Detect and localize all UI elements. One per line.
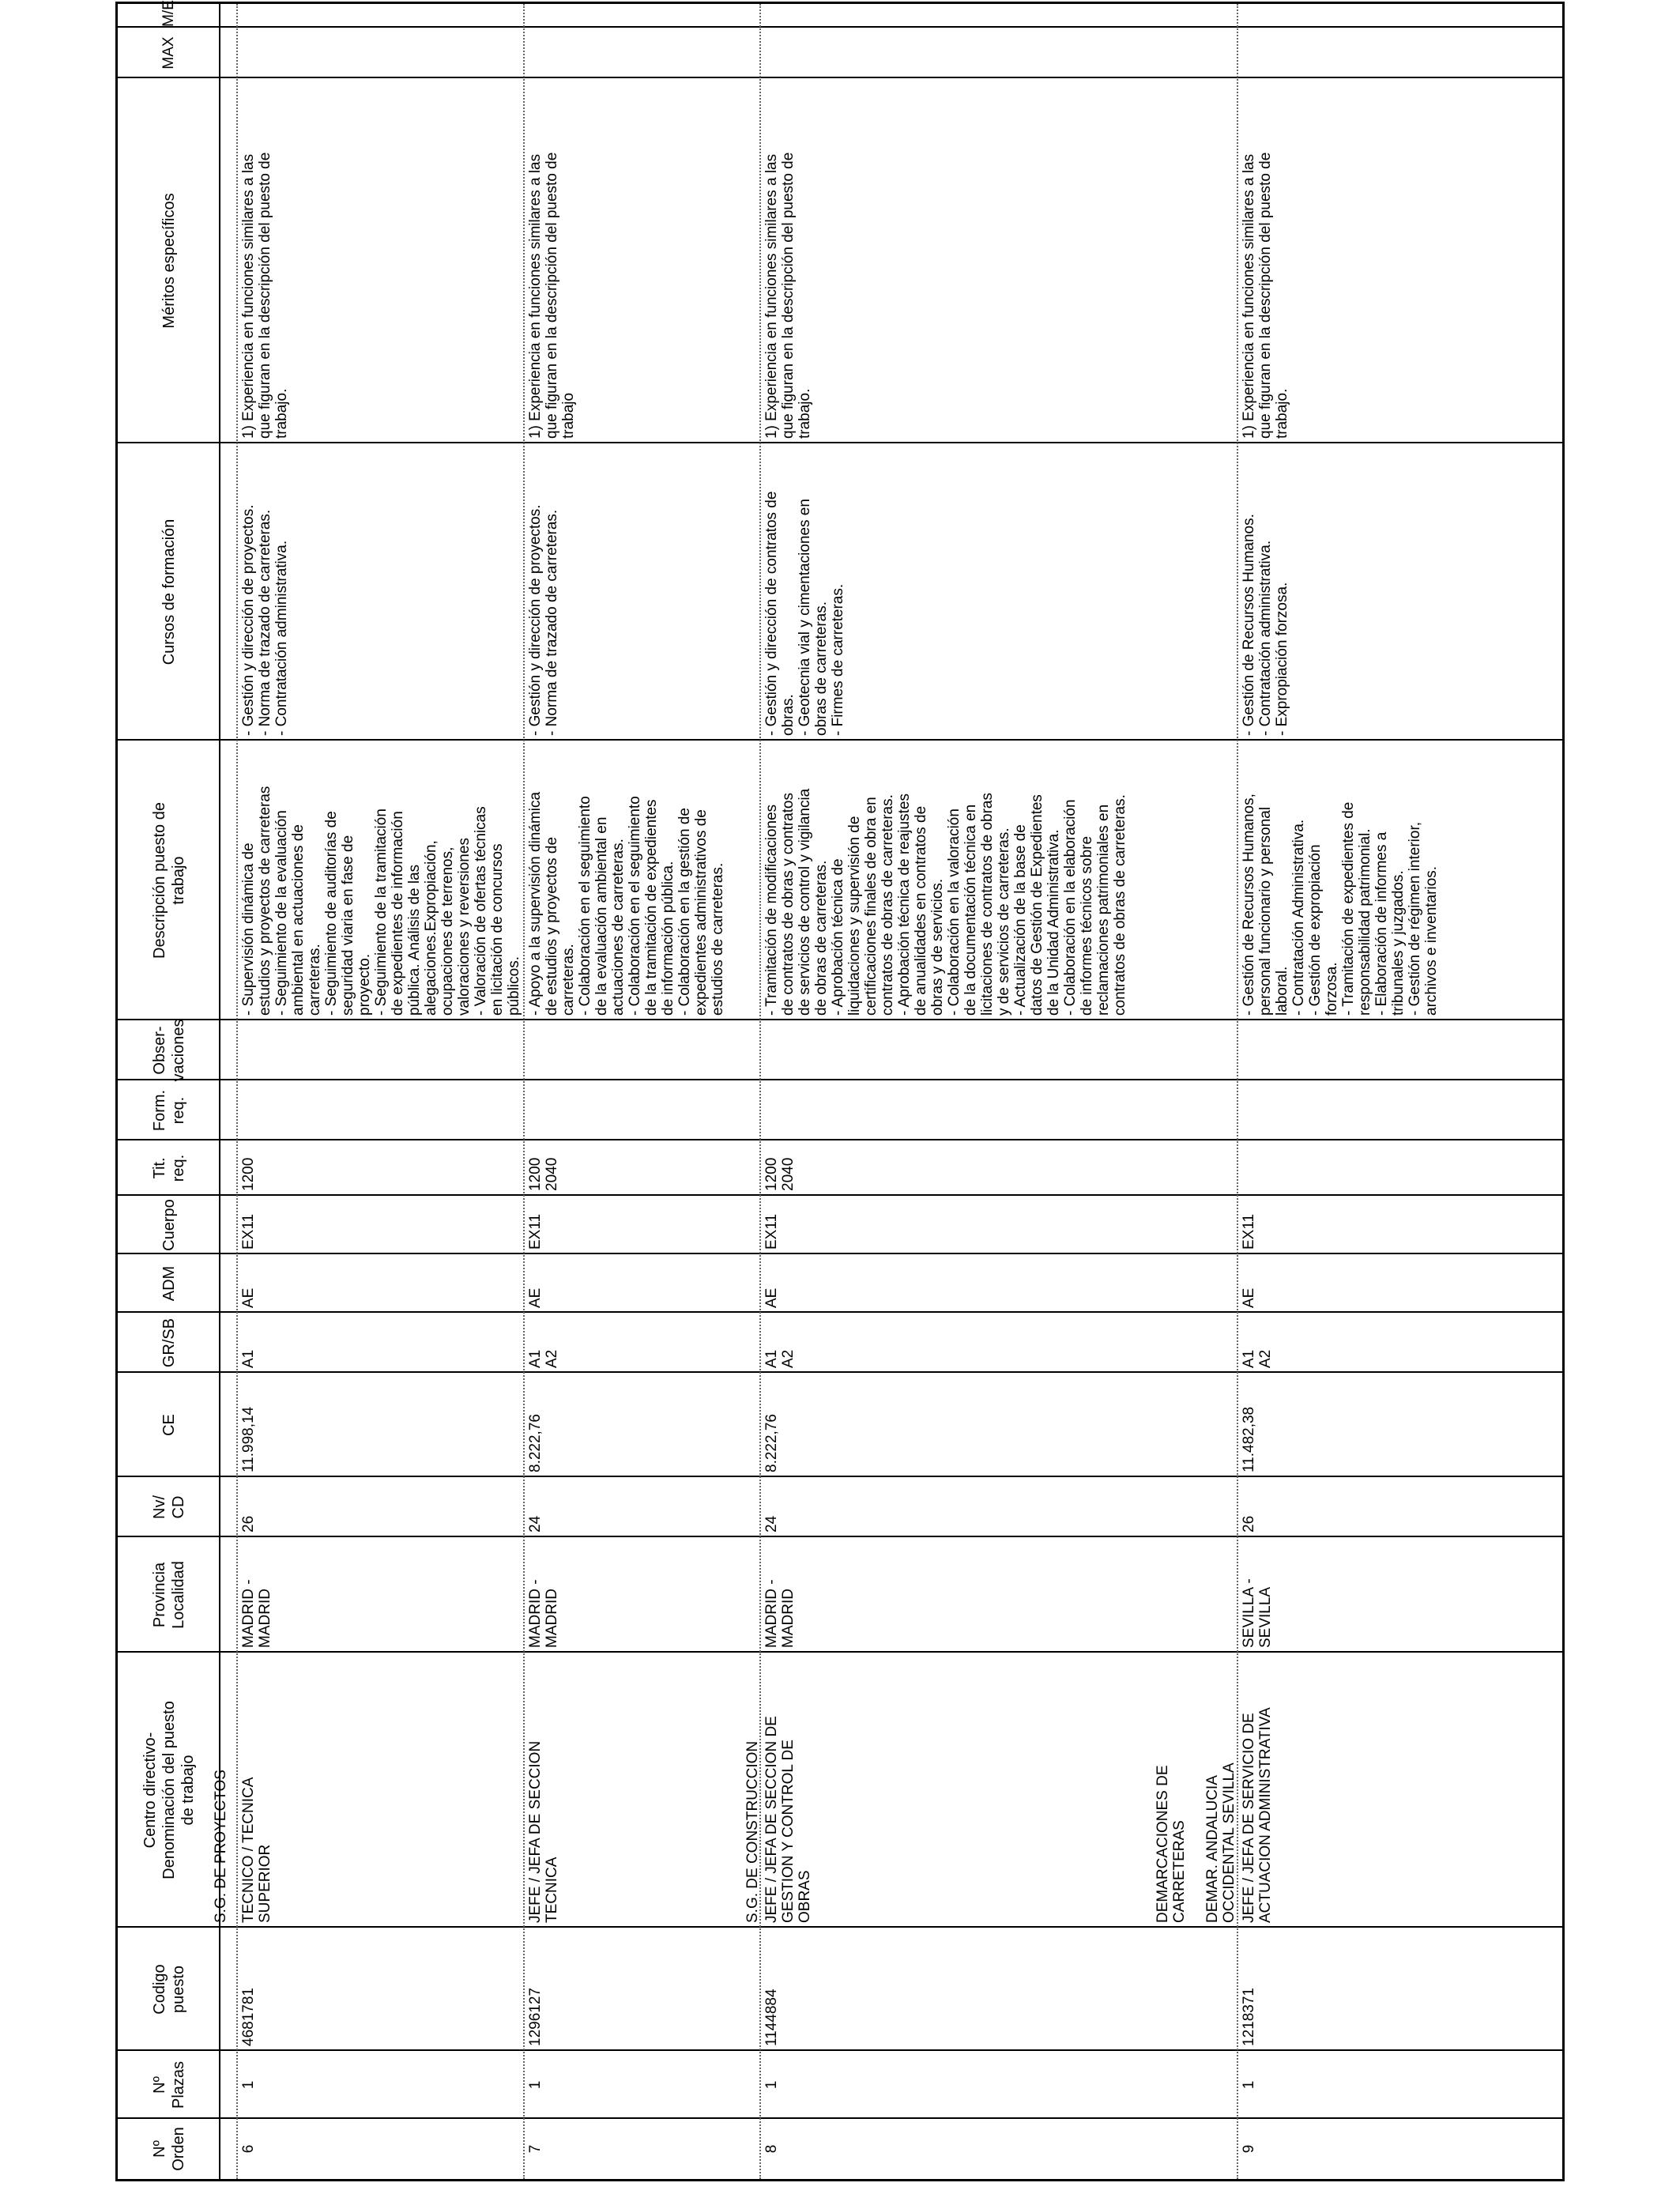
cell-plazas: 1 [527, 2080, 544, 2090]
cell-plazas: 1 [240, 2080, 257, 2090]
header-ce: CE [160, 1414, 178, 1436]
column-divider [118, 1536, 1562, 1537]
header-max: MAX [160, 36, 177, 70]
header-adm: ADM [160, 1265, 178, 1302]
cell-meritos: 1) Experiencia en funciones similares a las que figuran en la descripción del puesto de trabajo. [763, 152, 813, 439]
header-provincia: Provincia Localidad [151, 1561, 187, 1629]
cell-cuerpo: EX11 [240, 1213, 257, 1250]
cell-descripcion: - Gestión de Recursos Humanos, personal funcionario y personal laboral. - Contratación Administrativa. - Gestión de expropiación forzosa. - Tramitación de expedientes de responsabilidad patrimonial. - Elaboración de informes a tribunales y juzgados. - Gestión de régimen interior, archivos e inventarios. [1241, 794, 1440, 1016]
positions-table [115, 2, 1565, 2181]
cell-plazas: 1 [763, 2080, 780, 2090]
header-me: M/E [160, 0, 177, 27]
cell-nivel: 24 [763, 1515, 780, 1532]
column-divider [118, 1253, 1562, 1254]
cell-grsb: A1 [240, 1349, 257, 1368]
header-centro: Centro directivo- Denominación del puesto de trabajo [141, 1701, 197, 1879]
cell-orden: 6 [240, 2144, 257, 2154]
cell-cursos: - Gestión y dirección de contratos de obras. - Geotecnia vial y cimentaciones en obras de carreteras. - Firmes de carreteras. [763, 491, 846, 736]
header-tit: Tit. req. [151, 1154, 187, 1182]
cell-provincia: MADRID - MADRID [763, 1579, 797, 1648]
cell-cursos: - Gestión de Recursos Humanos. - Contratación administrativa. - Expropiación forzosa. [1241, 514, 1290, 736]
cell-group-heading: S.G. DE PROYECTOS [213, 1770, 229, 1923]
cell-provincia: MADRID - MADRID [527, 1579, 560, 1648]
cell-orden: 8 [763, 2144, 780, 2154]
cell-denominacion: JEFE / JEFA DE SERVICIO DE ACTUACION ADMINISTRATIVA [1241, 1707, 1274, 1923]
header-meritos: Méritos específicos [160, 193, 178, 329]
column-divider [118, 2049, 1562, 2051]
cell-cuerpo: EX11 [527, 1213, 544, 1250]
header-descripcion: Descripción puesto de trabajo [151, 802, 187, 959]
cell-ce: 8.222,76 [763, 1414, 780, 1472]
header-obs: Obser- vaciones [151, 1019, 187, 1082]
cell-grsb: A1 A2 [1241, 1349, 1274, 1368]
column-divider [118, 2117, 1562, 2119]
cell-adm: AE [527, 1287, 544, 1308]
column-divider [118, 1311, 1562, 1313]
table-header [118, 0, 220, 2179]
cell-plazas: 1 [1241, 2080, 1257, 2090]
cell-cuerpo: EX11 [763, 1213, 780, 1250]
column-divider [118, 1476, 1562, 1477]
cell-nivel: 26 [240, 1515, 257, 1532]
header-cuerpo: Cuerpo [160, 1199, 178, 1251]
row-divider [523, 4, 525, 2179]
cell-denominacion: JEFE / JEFA DE SECCION TECNICA [527, 1740, 560, 1923]
header-form: Form. req. [151, 1089, 187, 1132]
header-grsb: GR/SB [160, 1318, 178, 1368]
cell-cuerpo: EX11 [1241, 1213, 1257, 1250]
header-codigo: Codigo puesto [151, 1964, 187, 2015]
cell-tit: 1200 2040 [763, 1157, 797, 1191]
column-divider [118, 77, 1562, 78]
column-divider [118, 1079, 1562, 1080]
cell-ce: 8.222,76 [527, 1414, 544, 1472]
cell-codigo: 4681781 [240, 1988, 257, 2046]
cell-codigo: 1144884 [763, 1989, 780, 2046]
cell-denominacion: TECNICO / TECNICA SUPERIOR [240, 1777, 273, 1923]
header-plazas: Nº Plazas [151, 2060, 187, 2109]
cell-descripcion: - Tramitación de modificaciones de contratos de obras y contratos de servicios de control y vigilancia de obras de carreteras. - Aprobación técnica de liquidaciones y supervisión de certificaciones finales de obra en contratos de obras de carreteras. - Aprobación técnica de reajustes de anualidades en contratos de obras y de servicios. - Colaboración en la valoración de la documentación técnica en licitaciones de contratos de obras y de servicios de carreteras. - Actualización de la base de datos de Gestión de Expedientes de la Unidad Administrativa. - Colaboración en la elaboración de informes técnicos sobre reclamaciones patrimoniales en contratos de obras de carreteras. [763, 788, 1128, 1016]
cell-grsb: A1 A2 [527, 1349, 560, 1368]
cell-provincia: SEVILLA - SEVILLA [1241, 1578, 1274, 1648]
cell-cursos: - Gestión y dirección de proyectos. - Norma de trazado de carreteras. [527, 504, 560, 736]
cell-nivel: 26 [1241, 1515, 1257, 1532]
column-divider [118, 1651, 1562, 1653]
cell-meritos: 1) Experiencia en funciones similares a las que figuran en la descripción del puesto de trabajo. [1241, 152, 1290, 439]
cell-tit: 1200 [240, 1157, 257, 1191]
cell-group-heading: S.G. DE CONSTRUCCION [744, 1740, 761, 1923]
row-divider [236, 4, 238, 2179]
header-nivel: Nv/ CD [151, 1495, 187, 1519]
cell-tit: 1200 2040 [527, 1157, 560, 1191]
cell-codigo: 1218371 [1241, 1988, 1257, 2046]
column-divider [118, 1926, 1562, 1928]
column-divider [118, 1194, 1562, 1196]
cell-ce: 11.482,38 [1241, 1406, 1257, 1472]
cell-meritos: 1) Experiencia en funciones similares a las que figuran en la descripción del puesto de trabajo [527, 152, 577, 439]
cell-adm: AE [763, 1287, 780, 1308]
cell-nivel: 24 [527, 1515, 544, 1532]
cell-meritos: 1) Experiencia en funciones similares a las que figuran en la descripción del puesto de trabajo. [240, 152, 290, 439]
header-orden: Nº Orden [151, 2127, 187, 2171]
cell-group-heading: DEMARCACIONES DE CARRETERAS DEMAR. ANDALUCIA OCCIDENTAL SEVILLA [1155, 1762, 1237, 1923]
cell-provincia: MADRID - MADRID [240, 1579, 273, 1648]
column-divider [118, 26, 1562, 28]
cell-grsb: A1 A2 [763, 1349, 797, 1368]
column-divider [118, 1371, 1562, 1373]
cell-adm: AE [240, 1287, 257, 1308]
cell-denominacion: JEFE / JEFA DE SECCION DE GESTION Y CONTROL DE OBRAS [763, 1716, 813, 1923]
cell-descripcion: - Apoyo a la supervisión dinámica de estudios y proyectos de carreteras. - Colaboración en el seguimiento de la evaluación ambiental en actuaciones de carreteras. - Colaboración en el seguimiento de la tramitación de expedientes de información pública. - Colaboración en la gestión de expedientes administrativos de estudios de carreteras. [527, 791, 726, 1016]
cell-orden: 7 [527, 2144, 544, 2154]
cell-adm: AE [1241, 1287, 1257, 1308]
cell-codigo: 1296127 [527, 1988, 544, 2046]
column-divider [118, 1139, 1562, 1140]
header-cursos: Cursos de formación [160, 518, 178, 665]
cell-orden: 9 [1241, 2144, 1257, 2154]
cell-descripcion: - Supervisión dinámica de estudios y proyectos de carreteras - Seguimiento de la evaluación ambiental en actuaciones de carreteras. - Seguimiento de auditorías de seguridad viaria en fase de proyecto. - Seguimiento de la tramitación de expedientes de información pública. Análisis de las alegaciones.Expropiación, ocupaciones de terrenos, valoraciones y reversiones - Valoración de ofertas técnicas en licitación de concursos públicos. [240, 786, 522, 1016]
cell-cursos: - Gestión y dirección de proyectos. - Norma de trazado de carreteras. - Contratación administrativa. [240, 504, 290, 736]
cell-ce: 11.998,14 [240, 1406, 257, 1472]
